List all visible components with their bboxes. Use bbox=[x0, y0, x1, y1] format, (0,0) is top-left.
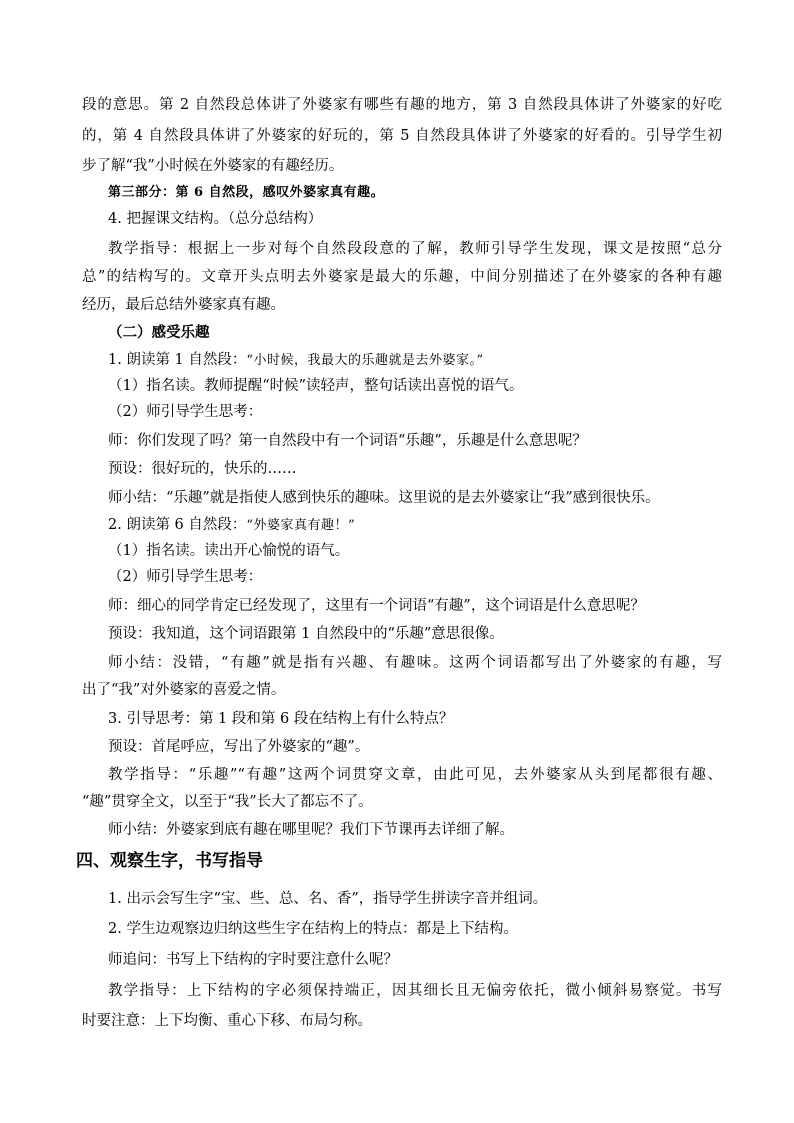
dialogue-line: 师：你们发现了吗？第一自然段中有一个词语“乐趣”，乐趣是什么意思呢？ bbox=[108, 433, 587, 449]
teaching-guide-line: 教学指导：“乐趣”“有趣”这两个词贯穿文章，由此可见，去外婆家从头到尾都很有趣、 bbox=[108, 767, 722, 783]
dialogue-line: 出了“我”对外婆家的喜爱之情。 bbox=[82, 682, 286, 698]
paragraph-line: 步了解“我”小时候在外婆家的有趣经历。 bbox=[82, 158, 344, 174]
list-item: （2）师引导学生思考： bbox=[108, 569, 263, 585]
dialogue-line: 预设：我知道，这个词语跟第 1 自然段中的“乐趣”意思很像。 bbox=[108, 626, 504, 642]
read-instruction-label: 1. 朗读第 1 自然段： bbox=[108, 352, 247, 368]
read-instruction bbox=[108, 351, 484, 370]
quoted-sentence: “外婆家真有趣！” bbox=[246, 518, 356, 533]
read-instruction bbox=[108, 516, 355, 535]
dialogue-line: 师追问：书写上下结构的字时要注意什么呢？ bbox=[108, 952, 398, 968]
section-part-three: 第三部分：第 6 自然段，感叹外婆家真有趣。 bbox=[108, 185, 385, 200]
dialogue-line: 师小结：“乐趣”就是指使人感到快乐的趣味。这里说的是去外婆家让“我”感到很快乐。 bbox=[108, 490, 660, 506]
dialogue-line: 预设：很好玩的，快乐的…… bbox=[108, 461, 297, 477]
teaching-guide-line: 教学指导：根据上一步对每个自然段段意的了解，教师引导学生发现，课文是按照“总分 bbox=[108, 241, 722, 257]
step-line: 1. 出示会写生字“宝、些、总、名、香”，指导学生拼读字音并组词。 bbox=[108, 891, 548, 907]
read-instruction-label: 2. 朗读第 6 自然段： bbox=[108, 517, 247, 533]
teaching-guide-line: 经历，最后总结外婆家真有趣。 bbox=[82, 297, 285, 313]
step-3-title: 3. 引导思考：第 1 段和第 6 段在结构上有什么特点？ bbox=[108, 711, 454, 727]
dialogue-line: 师小结：外婆家到底有趣在哪里呢？我们下节课再去详细了解。 bbox=[108, 822, 514, 838]
teaching-guide-line: 时要注意：上下均衡、重心下移、布局匀称。 bbox=[82, 1013, 372, 1029]
subsection-title: （二）感受乐趣 bbox=[108, 324, 210, 341]
dialogue-line: 师：细心的同学肯定已经发现了，这里有一个词语“有趣”，这个词语是什么意思呢？ bbox=[108, 598, 645, 614]
list-item: （2）师引导学生思考： bbox=[108, 404, 263, 420]
paragraph-line: 的，第 4 自然段具体讲了外婆家的好玩的，第 5 自然段具体讲了外婆家的好看的。引导学生初 bbox=[82, 128, 722, 144]
dialogue-line: 师小结：没错，“有趣”就是指有兴趣、有趣味。这两个词语都写出了外婆家的有趣，写 bbox=[108, 655, 722, 671]
step-line: 2. 学生边观察边归纳这些生字在结构上的特点：都是上下结构。 bbox=[108, 921, 518, 937]
dialogue-line: 预设：首尾呼应，写出了外婆家的“趣”。 bbox=[108, 739, 370, 755]
teaching-guide-line: 教学指导：上下结构的字必须保持端正，因其细长且无偏旁依托，微小倾斜易察觉。书写 bbox=[108, 983, 722, 999]
quoted-sentence: “小时候，我最大的乐趣就是去外婆家。” bbox=[246, 353, 484, 368]
step-4-title: 4. 把握课文结构。（总分总结构） bbox=[108, 211, 323, 227]
paragraph-line: 段的意思。第 2 自然段总体讲了外婆家有哪些有趣的地方，第 3 自然段具体讲了外婆家的好吃 bbox=[82, 97, 722, 113]
list-item: （1）指名读。教师提醒“时候”读轻声，整句话读出喜悦的语气。 bbox=[108, 378, 524, 394]
list-item: （1）指名读。读出开心愉悦的语气。 bbox=[108, 543, 350, 559]
section-heading-four: 四、观察生字，书写指导 bbox=[76, 851, 263, 871]
teaching-guide-line: 总”的结构写的。文章开头点明去外婆家是最大的乐趣，中间分别描述了在外婆家的各种有趣 bbox=[82, 269, 722, 285]
teaching-guide-line: “趣”贯穿全文，以至于“我”长大了都忘不了。 bbox=[82, 794, 373, 810]
